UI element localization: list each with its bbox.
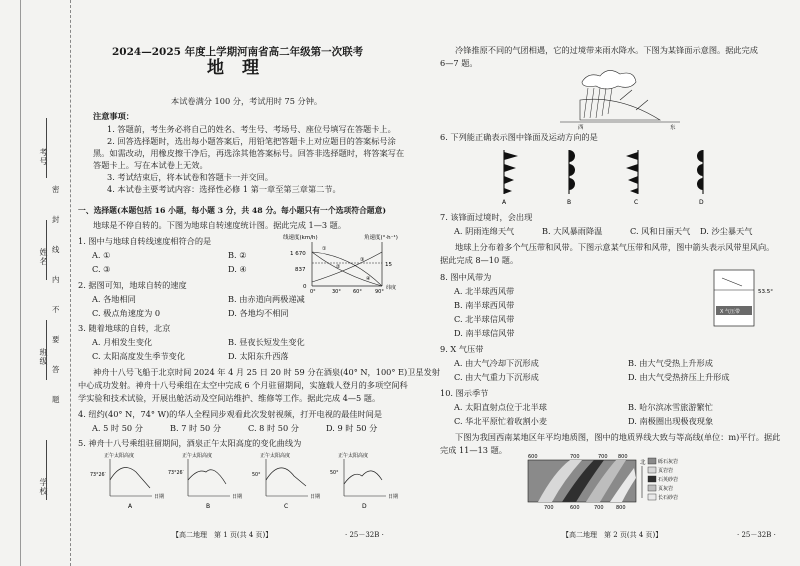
q10-option-c[interactable]: C. 华北平原忙着收割小麦 (454, 416, 548, 426)
q3-option-d[interactable]: D. 太阳东升西落 (228, 351, 289, 361)
subject-title: 地理 (207, 58, 277, 78)
curve-label: ② (336, 264, 341, 270)
note-line: 4. 本试卷主要考试内容：选择性必修 1 第一章至第三章第二节。 (107, 184, 341, 194)
panel-x-label: 日期 (232, 494, 243, 500)
geologic-map (524, 452, 704, 514)
xingming-label: 姓名 (39, 248, 48, 266)
contour-label: 600 (528, 454, 538, 460)
chart-title-right: 角速度(°·h⁻¹) (364, 235, 398, 241)
passage-line: 6—7 题。 (440, 58, 478, 68)
question-2: 2. 据图可知，地球自转的速度 (78, 280, 187, 290)
note-line: 答题卡上。写在本试卷上无效。 (93, 160, 208, 170)
q6-option-b[interactable] (567, 150, 575, 206)
xingming-field[interactable] (46, 220, 47, 280)
exam-info: 本试卷满分 100 分，考试用时 75 分钟。 (171, 96, 323, 106)
note-line: 1. 答题前，考生务必将自己的姓名、考生号、考场号、座位号填写在答题卡上。 (107, 124, 396, 134)
x-tick-label: 0° (310, 289, 316, 295)
panel-x-label: 日期 (388, 494, 399, 500)
q2-option-a[interactable]: A. 各地相同 (92, 294, 136, 304)
question-4: 4. 纽约(40° N，74° W)的华人全程同步观看此次发射视频，打开电视的最佳时间是 (78, 409, 383, 419)
question-6: 6. 下列能正确表示图中锋面及运动方向的是 (440, 132, 598, 142)
west-label: 西 (578, 125, 584, 130)
q4-option-c[interactable]: C. 8 时 50 分 (248, 423, 299, 433)
panel-letter: D (362, 503, 367, 510)
passage-line: 完成 11—13 题。 (440, 445, 507, 455)
seal-char: 封 (52, 215, 60, 224)
q9-option-a[interactable]: A. 由大气冷却下沉形成 (454, 358, 539, 368)
y-tick-label: 0 (303, 284, 307, 290)
q9-option-d[interactable]: D. 由大气受热挤压上升形成 (628, 372, 730, 382)
passage-line: 下图为我国西南某地区年平均地质图，图中的地质界线大致与等高线(单位：m)平行。据此 (455, 432, 781, 442)
footer-right-page: 【高二地理 第 2 页(共 4 页)】 (562, 531, 663, 539)
y-tick-label: 837 (295, 267, 306, 273)
panel-y-label: 50° (252, 473, 261, 478)
front-diagram (560, 70, 690, 130)
passage-line: 神舟十八号飞船于北京时间 2024 年 4 月 25 日 20 时 59 分在酒泉(40° N，100° E)卫星发射 (93, 367, 440, 377)
question-5: 5. 神舟十八号乘组驻留期间，酒泉正午太阳高度的变化曲线为 (78, 438, 302, 448)
question-8: 8. 图中风带为 (440, 272, 492, 282)
q2-option-d[interactable]: D. 各地均不相同 (228, 308, 289, 318)
belt-label: X 气压带 (720, 309, 741, 315)
curve-label: ① (322, 246, 327, 252)
footer-left-page: 【高二地理 第 1 页(共 4 页)】 (172, 531, 273, 539)
note-line: 黑。如需改动，用橡皮擦干净后，再选涂其他答案标号。回答非选择题时，将答案写在 (93, 148, 405, 158)
q6-letter: B (567, 199, 572, 206)
cloud-icon (582, 70, 636, 89)
q4-option-b[interactable]: B. 7 时 50 分 (170, 423, 222, 433)
north-arrow-icon: 北 (640, 460, 646, 466)
exam-title: 2024—2025 年度上学期河南省高二年级第一次联考 (112, 46, 364, 58)
seal-char: 密 (52, 185, 60, 194)
q7-option-b[interactable]: B. 大风暴雨降温 (542, 226, 603, 236)
q10-option-a[interactable]: A. 太阳直射点位于北半球 (454, 402, 547, 412)
q6-letter: C (634, 199, 639, 206)
legend-item: 石英砂岩 (658, 477, 679, 483)
panel-y-label: 50° (330, 471, 339, 476)
note-line: 3. 考试结束后，将本试卷和答题卡一并交回。 (107, 172, 273, 182)
q8-option-b[interactable]: B. 南半球西风带 (454, 300, 515, 310)
question-9: 9. X 气压带 (440, 344, 484, 354)
passage-line: 中心成功发射。神舟十八号乘组在太空中完成 6 个月驻留期间，实施载人登月的多项空间科 (78, 380, 408, 390)
east-label: 东 (670, 125, 676, 130)
y-tick-label: 1 670 (290, 251, 306, 257)
seal-char: 题 (52, 395, 60, 404)
curve-4 (312, 252, 382, 282)
panel-letter: A (128, 503, 133, 510)
passage-line: 据此完成 8—10 题。 (440, 255, 519, 265)
q4-option-a[interactable]: A. 5 时 50 分 (92, 423, 143, 433)
q6-symbols (490, 146, 750, 206)
xuexiao-label: 学校 (39, 478, 48, 496)
passage-line: 学实验和技术试验，开展出舱活动及空间站维护、维修等工作。据此完成 4—5 题。 (78, 393, 381, 403)
panel-title: 正午太阳高度 (104, 453, 135, 459)
rain-lines (584, 88, 612, 118)
banji-label: 班级 (39, 348, 48, 366)
curve-label: ④ (366, 276, 371, 282)
legend-item: 砾石灰岩 (658, 459, 679, 465)
panel-y-label: 73°26′ (90, 473, 106, 478)
panel-x-label: 日期 (310, 494, 321, 500)
q6-option-a[interactable] (502, 150, 518, 206)
q1-option-c[interactable]: C. ③ (92, 264, 111, 274)
panel-x-label: 日期 (154, 494, 165, 500)
seal-char: 线 (52, 245, 60, 254)
q7-option-c[interactable]: C. 风和日丽天气 (630, 226, 691, 236)
x-tick-label: 30° (332, 289, 341, 295)
footer-right-code: · 25－32B · (737, 531, 776, 539)
q5-charts (90, 450, 400, 512)
q1-option-d[interactable]: D. ④ (228, 264, 247, 274)
footer-left-code: · 25－32B · (345, 531, 384, 539)
legend (648, 458, 678, 501)
seal-char: 内 (52, 275, 60, 284)
legend-item: 页灰岩 (658, 486, 674, 492)
q9-option-c[interactable]: C. 由大气重力下沉形成 (454, 372, 539, 382)
panel-title: 正午太阳高度 (338, 453, 369, 459)
binding-line (20, 0, 21, 566)
q2-option-b[interactable]: B. 由赤道向两极递减 (228, 294, 305, 304)
q3-option-a[interactable]: A. 月相发生变化 (92, 337, 153, 347)
q1-option-b[interactable]: B. ② (228, 250, 247, 260)
q3-option-c[interactable]: C. 太阳高度发生季节变化 (92, 351, 186, 361)
panel-letter: C (284, 503, 289, 510)
question-7: 7. 该锋面过境时，会出现 (440, 212, 533, 222)
q9-option-b[interactable]: B. 由大气受热上升形成 (628, 358, 713, 368)
latitude-label: 53.5° (758, 289, 773, 295)
contour-label: 800 (616, 505, 626, 511)
q6-letter: D (699, 199, 704, 206)
q10-option-d[interactable]: D. 南极圈出现极夜现象 (628, 416, 714, 426)
q4-option-d[interactable]: D. 9 时 50 分 (326, 423, 378, 433)
q3-option-b[interactable]: B. 昼夜长短发生变化 (228, 337, 305, 347)
q5-chart-b[interactable] (168, 452, 242, 510)
legend-item: 页岩岩 (658, 468, 674, 474)
q2-option-c[interactable]: C. 极点角速度为 0 (92, 308, 161, 318)
q1-option-a[interactable]: A. ① (92, 250, 111, 260)
seal-char: 不 (52, 305, 60, 314)
contour-label: 700 (544, 505, 554, 511)
q5-chart-d[interactable] (330, 452, 398, 510)
contour-label: 700 (594, 505, 604, 511)
x-tick-label: 60° (353, 289, 362, 295)
x-axis-label: 纬度 (386, 285, 397, 291)
q10-option-b[interactable]: B. 哈尔滨冰雪旅游繁忙 (628, 402, 713, 412)
arrow-icon (620, 90, 632, 100)
seal-line (70, 0, 71, 566)
question-3: 3. 随着地球的自转，北京 (78, 323, 171, 333)
seal-char: 答 (52, 365, 60, 374)
q6-option-d[interactable] (697, 150, 704, 206)
q5-chart-c[interactable] (252, 452, 320, 510)
passage-line: 冷锋推原不同的气团相遇，它的过境带来雨水降水。下图为某锋面示意图。据此完成 (455, 45, 758, 55)
contour-label: 700 (570, 454, 580, 460)
panel-y-label: 73°26′ (168, 471, 184, 476)
kaohao-field[interactable] (46, 118, 47, 178)
contour-label: 600 (570, 505, 580, 511)
curve-label: ③ (360, 257, 365, 263)
q5-chart-a[interactable] (90, 452, 164, 510)
q7-option-d[interactable]: D. 沙尘暴天气 (700, 226, 753, 236)
panel-title: 正午太阳高度 (182, 453, 213, 459)
banji-field[interactable] (46, 320, 47, 380)
panel-letter: B (206, 503, 211, 510)
arrow-icon (636, 100, 648, 110)
q6-option-c[interactable] (626, 150, 638, 206)
rotation-speed-chart (280, 230, 405, 295)
passage-line: 地球上分布着多个气压带和风带。下图示意某气压带和风带，图中箭头表示风带里风向。 (455, 242, 775, 252)
kaohao-label: 考号 (39, 148, 48, 166)
seal-char: 要 (52, 335, 60, 344)
contour-label: 800 (618, 454, 628, 460)
question-10: 10. 图示季节 (440, 388, 489, 398)
chart-title-left: 线速度(km/h) (283, 235, 318, 241)
panel-title: 正午太阳高度 (260, 453, 291, 459)
y-right-tick-label: 15 (385, 262, 392, 268)
note-line: 2. 回答选择题时，选出每小题答案后，用铅笔把答题卡上对应题目的答案标号涂 (107, 136, 396, 146)
question-1: 1. 图中与地球自转线速度相符合的是 (78, 236, 212, 246)
pressure-belt-diagram (712, 268, 792, 336)
q8-option-a[interactable]: A. 北半球西风带 (454, 286, 515, 296)
xuexiao-field[interactable] (46, 440, 47, 500)
contour-label: 700 (598, 454, 608, 460)
x-tick-label: 90° (375, 289, 384, 295)
q6-letter: A (502, 199, 507, 206)
q7-option-a[interactable]: A. 阴雨连绵天气 (454, 226, 515, 236)
notes-heading: 注意事项： (93, 111, 134, 121)
section1-intro: 地球是不停自转的。下图为地球自转速度统计图。据此完成 1—3 题。 (93, 220, 347, 230)
section1-heading: 一、选择题(本题包括 16 小题，每小题 3 分，共 48 分。每小题只有一个选项符合题意) (78, 206, 387, 215)
q8-option-d[interactable]: D. 南半球信风带 (454, 328, 515, 338)
q8-option-c[interactable]: C. 北半球信风带 (454, 314, 515, 324)
legend-item: 长石砂岩 (658, 495, 679, 501)
